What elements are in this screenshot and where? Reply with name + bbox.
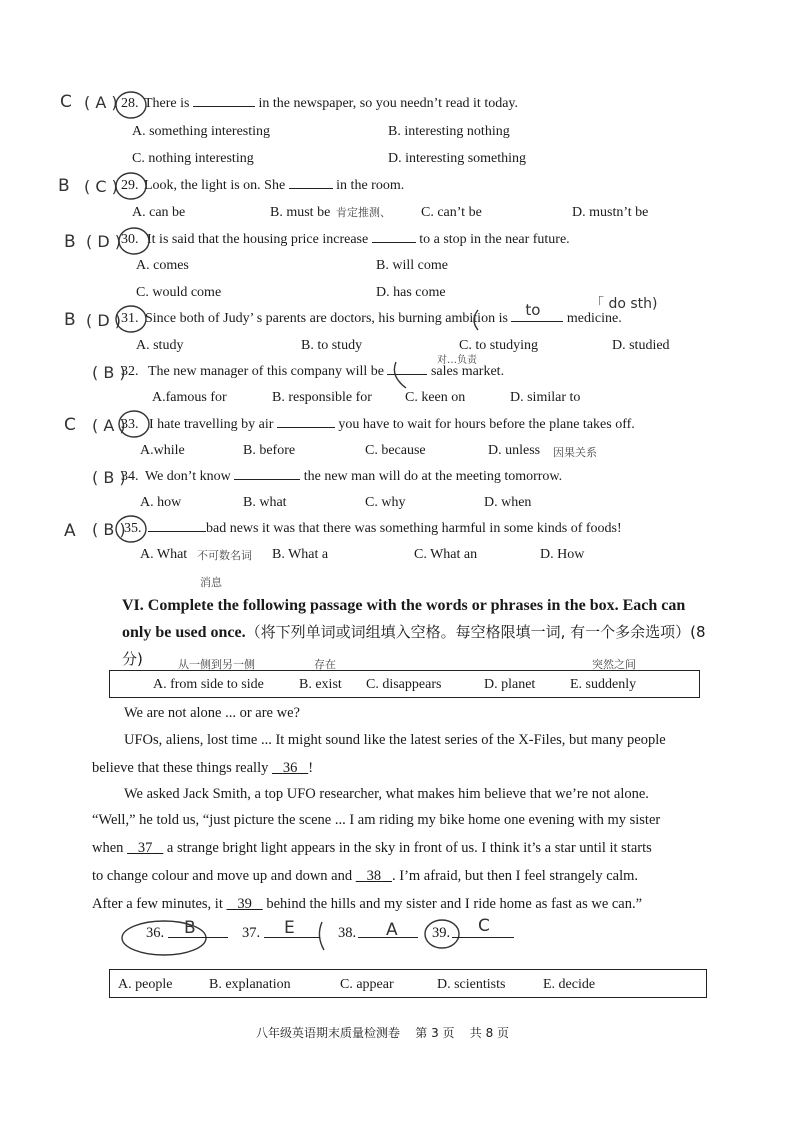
handwritten-note: 从一侧到另一侧 — [178, 658, 255, 671]
circle-29 — [116, 173, 146, 199]
handwritten-note: 消息 — [200, 576, 222, 589]
arrow-mark — [394, 362, 406, 388]
option-a: A. What — [140, 547, 188, 562]
answer-paren: ( D ) — [86, 232, 121, 251]
option-d: D. studied — [612, 338, 670, 353]
option-b: B. to study — [301, 338, 363, 353]
answer-paren: ( A ) — [92, 416, 126, 435]
answer-mark: A — [64, 521, 76, 541]
option-b: B. interesting nothing — [388, 124, 510, 139]
passage-line: believe that these things really 36 ! — [92, 760, 314, 776]
option-d: D. similar to — [510, 390, 581, 405]
question-stem: Look, the light is on. She in the room. — [144, 178, 405, 193]
question-number: 31. — [121, 311, 139, 326]
bracket-mark-2 — [319, 922, 324, 950]
question-number: 28. — [121, 96, 139, 111]
answer-mark: C — [64, 415, 76, 435]
question-number: 32. — [121, 364, 139, 379]
word-box — [109, 670, 700, 698]
question-number: 34. — [121, 469, 139, 484]
question-stem: It is said that the housing price increase to a stop in the near future. — [147, 232, 570, 247]
option-a: A. something interesting — [132, 124, 271, 139]
section-heading: VI. Complete the following passage with the words or phrases in the box. Each can only be used once.（将下列单词或词组填入空格。每空格限填一词, 有一个多余选项）(8 分) — [122, 597, 706, 668]
answer-mark: B — [58, 176, 70, 196]
word-option-b: B. exist — [299, 677, 342, 692]
answer-fill: C — [478, 916, 490, 936]
word-option-c: C. disappears — [366, 677, 442, 692]
passage-line: We are not alone ... or are we? — [124, 705, 300, 721]
answer-paren: ( A ) — [84, 93, 118, 112]
handwritten-note: 突然之间 — [592, 658, 636, 671]
answer-number: 38. — [338, 925, 357, 941]
word-option-a: A. people — [118, 977, 173, 992]
circle-31 — [116, 306, 146, 332]
question-stem: The new manager of this company will be sales market. — [148, 364, 505, 379]
question-number: 33. — [121, 417, 139, 432]
option-a: A.while — [140, 443, 185, 458]
question-stem: There is in the newspaper, so you needn’t read it today. — [144, 96, 519, 111]
option-a: A. how — [140, 495, 182, 510]
option-b: B. what — [243, 495, 287, 510]
circle-30 — [119, 228, 149, 254]
option-c: C. keen on — [405, 390, 466, 405]
answer-mark: B — [64, 310, 76, 330]
option-b: B. before — [243, 443, 296, 458]
circle-28 — [116, 92, 146, 118]
page-footer: 八年级英语期末质量检测卷 第 3 页 共 8 页 — [256, 1026, 510, 1040]
word-option-e: E. suddenly — [570, 677, 637, 692]
passage-line: to change colour and move up and down and 38 . I’m afraid, but then I feel strangely calm. — [92, 868, 638, 884]
answer-paren: ( B ) — [92, 520, 126, 539]
question-number: 35. — [124, 521, 142, 536]
option-d: D. mustn’t be — [572, 205, 649, 220]
passage-line: “Well,” he told us, “just picture the scene ... I am riding my bike home one evening with my sister — [92, 812, 661, 828]
word-box-2 — [109, 969, 707, 998]
question-number: 29. — [121, 178, 139, 193]
question-stem: I hate travelling by air you have to wait for hours before the plane takes off. — [149, 417, 635, 432]
answer-fill: A — [386, 920, 398, 940]
passage-line: We asked Jack Smith, a top UFO researcher, what makes him believe that we’re not alone. — [124, 786, 649, 802]
option-a: A. can be — [132, 205, 186, 220]
option-c: C. What an — [414, 547, 478, 562]
answer-line — [168, 937, 228, 938]
bracket-mark — [474, 310, 478, 330]
option-c: C. why — [365, 495, 406, 510]
handwritten-note: 「 do sth) — [590, 296, 658, 312]
answer-paren: ( B ) — [92, 468, 126, 487]
option-c: C. to studying — [459, 338, 538, 353]
option-d: D. when — [484, 495, 532, 510]
passage-line: UFOs, aliens, lost time ... It might sound like the latest series of the X-Files, but many people — [124, 732, 666, 748]
option-b: B. will come — [376, 258, 448, 273]
handwritten-note: 不可数名词 — [197, 549, 252, 562]
handwritten-note: 对…负责 — [437, 355, 477, 366]
answer-mark: C — [60, 92, 72, 112]
option-b: B. What a — [272, 547, 329, 562]
option-b: B. must be — [270, 205, 331, 220]
answer-fill: B — [184, 918, 196, 938]
circle-35 — [116, 516, 146, 542]
passage-line: After a few minutes, it 39 behind the hills and my sister and I ride home as fast as we can.” — [92, 896, 643, 912]
answer-paren: ( C ) — [84, 177, 118, 196]
option-a: A.famous for — [152, 390, 227, 405]
question-stem: bad news it was that there was something harmful in some kinds of foods! — [148, 521, 622, 537]
option-d: D. interesting something — [388, 151, 527, 166]
option-c: C. would come — [136, 285, 222, 300]
word-option-a: A. from side to side — [153, 677, 264, 692]
answer-number: 36. — [146, 925, 165, 941]
passage-line: when 37 a strange bright light appears in the sky in front of us. I think it’s a star until it starts — [92, 840, 652, 856]
option-b: B. responsible for — [272, 390, 372, 405]
word-option-c: C. appear — [340, 977, 394, 992]
word-option-d: D. scientists — [437, 977, 506, 992]
circle-33 — [119, 411, 149, 437]
handwritten-note: 肯定推测、 — [336, 206, 391, 219]
option-d: D. How — [540, 547, 585, 562]
option-d: D. has come — [376, 285, 446, 300]
handwritten-note: 因果关系 — [553, 446, 597, 459]
answer-fill: E — [284, 918, 295, 938]
answer-number: 37. — [242, 925, 261, 941]
answer-paren: ( D ) — [86, 311, 121, 330]
option-c: C. nothing interesting — [132, 151, 254, 166]
option-c: C. can’t be — [421, 205, 482, 220]
answer-number: 39. — [432, 925, 451, 941]
option-d: D. unless — [488, 443, 541, 458]
question-stem: We don’t know the new man will do at the meeting tomorrow. — [145, 469, 563, 484]
option-a: A. study — [136, 338, 184, 353]
handwritten-fill: to — [525, 301, 541, 319]
word-option-d: D. planet — [484, 677, 536, 692]
answer-mark: B — [64, 232, 76, 252]
option-c: C. because — [365, 443, 426, 458]
answer-line — [452, 937, 514, 938]
question-number: 30. — [121, 232, 139, 247]
word-option-e: E. decide — [543, 977, 596, 992]
option-a: A. comes — [136, 258, 189, 273]
answer-paren: ( B ) — [92, 363, 126, 382]
word-option-b: B. explanation — [209, 977, 291, 992]
question-stem: Since both of Judy’ s parents are doctors, his burning ambition is to medicine. — [145, 301, 622, 326]
handwritten-note: 存在 — [314, 658, 336, 671]
